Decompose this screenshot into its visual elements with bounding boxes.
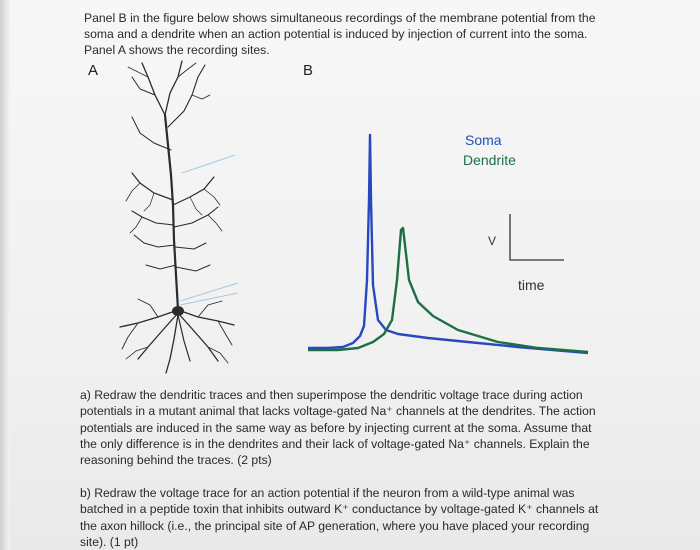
scale-bar bbox=[510, 214, 564, 260]
neuron-branches bbox=[120, 61, 234, 373]
question-a: a) Redraw the dendritic traces and then superimpose the dendritic voltage trace during action potentials in a mutant animal that lacks voltage-gated Na⁺ channels at the dendrites. The action potentials are induced in the same way as before by injecting current at the soma. Assume that the only difference is in the dendrites and their lack of voltage-gated Na⁺ channels. Explain the reasoning behind the traces. (2 pts) bbox=[80, 388, 596, 468]
scale-bar-time-label: time bbox=[518, 277, 545, 293]
scale-bar-v-label: V bbox=[488, 234, 497, 248]
recording-electrodes bbox=[180, 155, 238, 305]
legend-soma: Soma bbox=[465, 132, 502, 148]
neuron-illustration bbox=[110, 55, 240, 375]
voltage-traces-plot bbox=[298, 80, 598, 370]
panel-b-label: B bbox=[303, 62, 314, 79]
soma-trace bbox=[308, 135, 588, 353]
question-b: b) Redraw the voltage trace for an action potential if the neuron from a wild-type animal was batched in a peptide toxin that inhibits outward K⁺ conductance by voltage-gated K⁺ channels at the axon hillock (i.e., the principal site of AP generation, where you have placed your recording site). (1 pt) bbox=[80, 486, 599, 549]
dendrite-trace bbox=[308, 228, 588, 352]
neuron-soma bbox=[172, 306, 184, 316]
intro-paragraph: Panel B in the figure below shows simultaneous recordings of the membrane potential from the soma and a dendrite when an action potential is induced by injection of current into the soma. Panel A shows the recording sites. bbox=[84, 11, 596, 57]
page-edge bbox=[0, 0, 10, 550]
panel-a-label: A bbox=[88, 62, 99, 79]
legend-dendrite: Dendrite bbox=[463, 152, 516, 168]
